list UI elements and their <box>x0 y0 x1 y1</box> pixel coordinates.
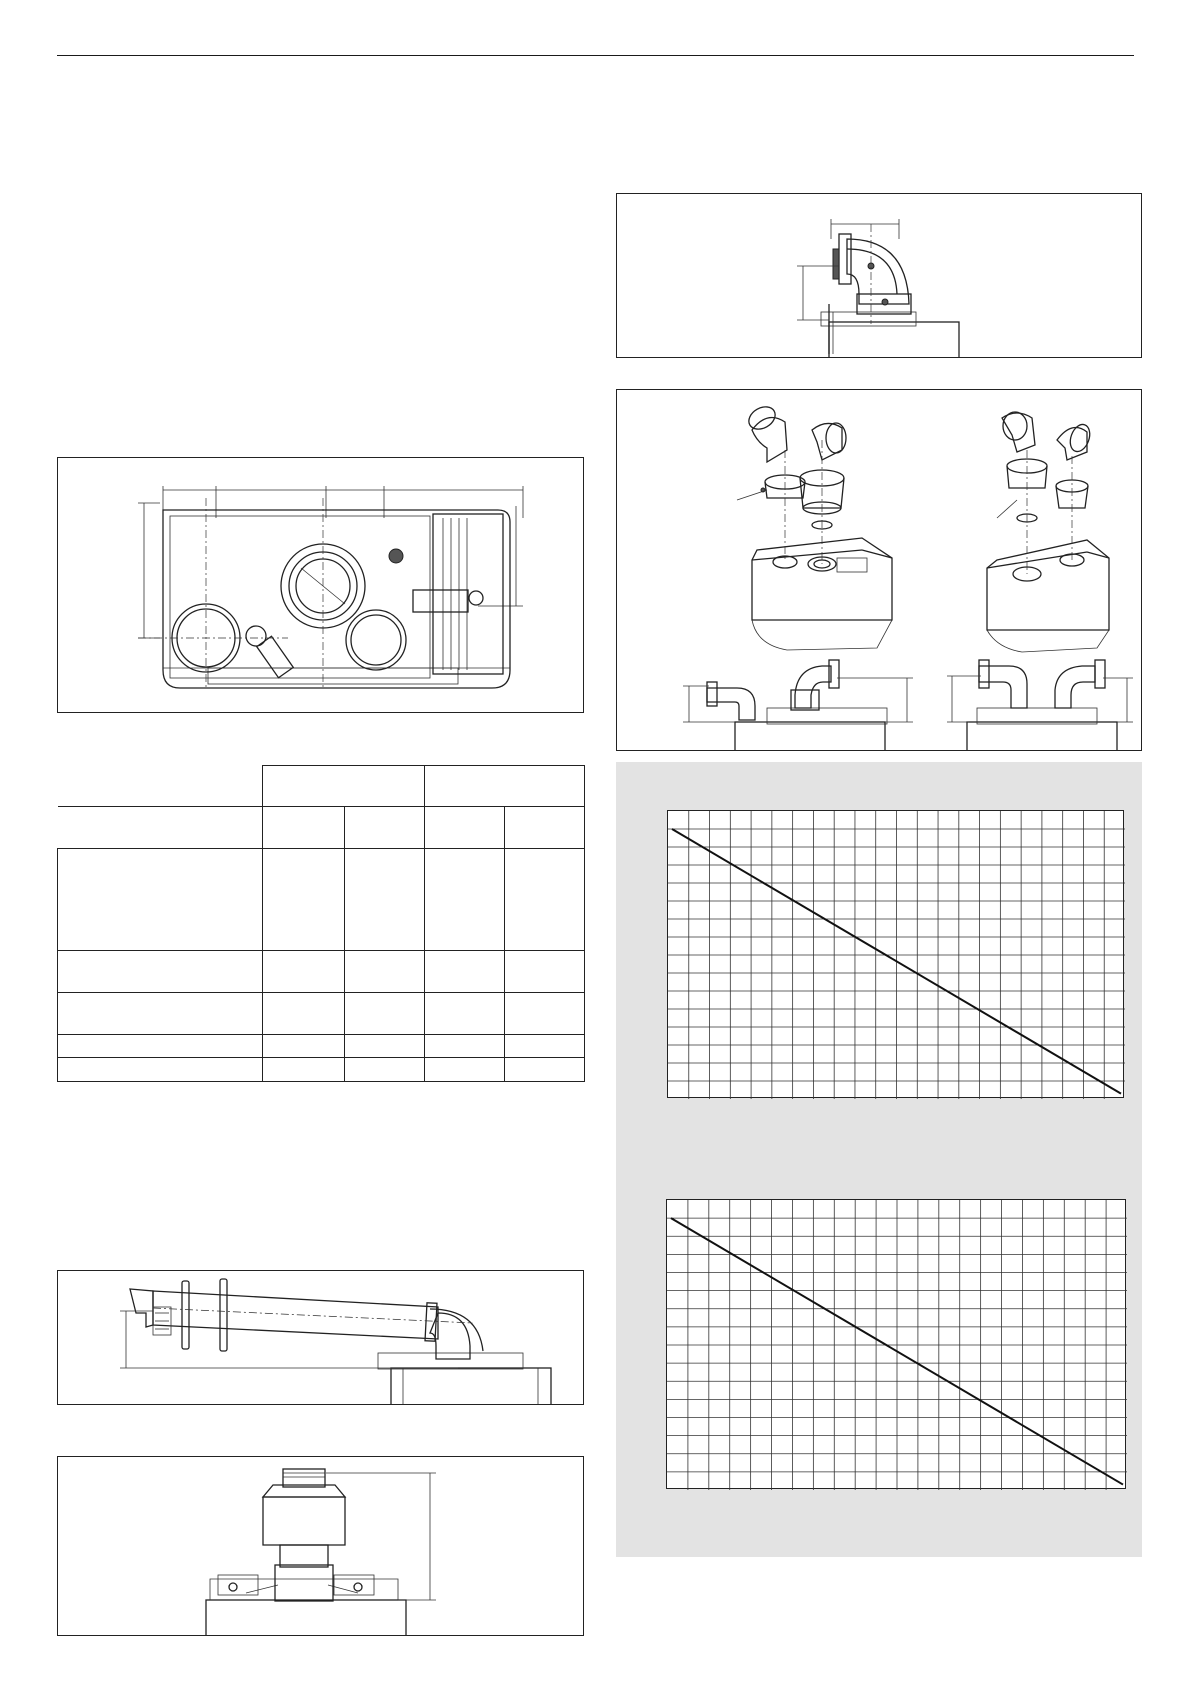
chart-2-plot <box>667 1200 1127 1490</box>
table-cell <box>263 1057 345 1081</box>
table-cell <box>505 950 585 992</box>
chart-1-plot <box>668 811 1125 1099</box>
table-cell <box>505 992 585 1034</box>
chart-1 <box>667 810 1124 1098</box>
table-row-label <box>58 1057 263 1081</box>
fig-vertical-flue <box>57 1456 584 1636</box>
fig-twin-pipe-assembly <box>616 389 1142 751</box>
table-row-label <box>58 1034 263 1057</box>
table-cell <box>425 849 505 950</box>
table-cell <box>425 992 505 1034</box>
table-cell <box>505 849 585 950</box>
table-subheader <box>345 807 425 849</box>
table-row-label <box>58 992 263 1034</box>
table-cell <box>263 950 345 992</box>
table-row <box>58 1034 585 1057</box>
boiler-top-dimensions-drawing <box>58 458 584 713</box>
twin-pipe-adapter-exploded-drawing <box>617 390 1142 751</box>
table-cell <box>345 849 425 950</box>
fig-boiler-top-view <box>57 457 584 713</box>
table-cell <box>505 1034 585 1057</box>
table-cell <box>425 1057 505 1081</box>
table-row <box>58 992 585 1034</box>
flue-elbow-side-drawing <box>617 194 1142 358</box>
table-cell <box>345 1034 425 1057</box>
table-row <box>58 849 585 950</box>
table-corner <box>58 766 263 807</box>
table-corner <box>58 807 263 849</box>
table-header-group <box>263 766 425 807</box>
table-cell <box>263 849 345 950</box>
chart-2 <box>666 1199 1126 1489</box>
graph-panel <box>616 762 1142 1557</box>
table-row-label <box>58 950 263 992</box>
table-row <box>58 1057 585 1081</box>
table-cell <box>425 1034 505 1057</box>
table-header-group <box>425 766 585 807</box>
table-cell <box>263 992 345 1034</box>
table-subheader <box>263 807 345 849</box>
table-cell <box>425 950 505 992</box>
fig-elbow-side-view <box>616 193 1142 358</box>
horizontal-flue-terminal-drawing <box>58 1271 584 1405</box>
table-cell <box>505 1057 585 1081</box>
vertical-flue-adapter-drawing <box>58 1457 584 1636</box>
table-cell <box>345 1057 425 1081</box>
table-subheader <box>425 807 505 849</box>
table-cell <box>263 1034 345 1057</box>
fig-horizontal-flue <box>57 1270 584 1405</box>
table-subheader <box>505 807 585 849</box>
table-row <box>58 950 585 992</box>
table-cell <box>345 992 425 1034</box>
dimensions-table <box>57 765 585 1082</box>
table-cell <box>345 950 425 992</box>
table-row-label <box>58 849 263 950</box>
top-rule <box>57 55 1134 56</box>
